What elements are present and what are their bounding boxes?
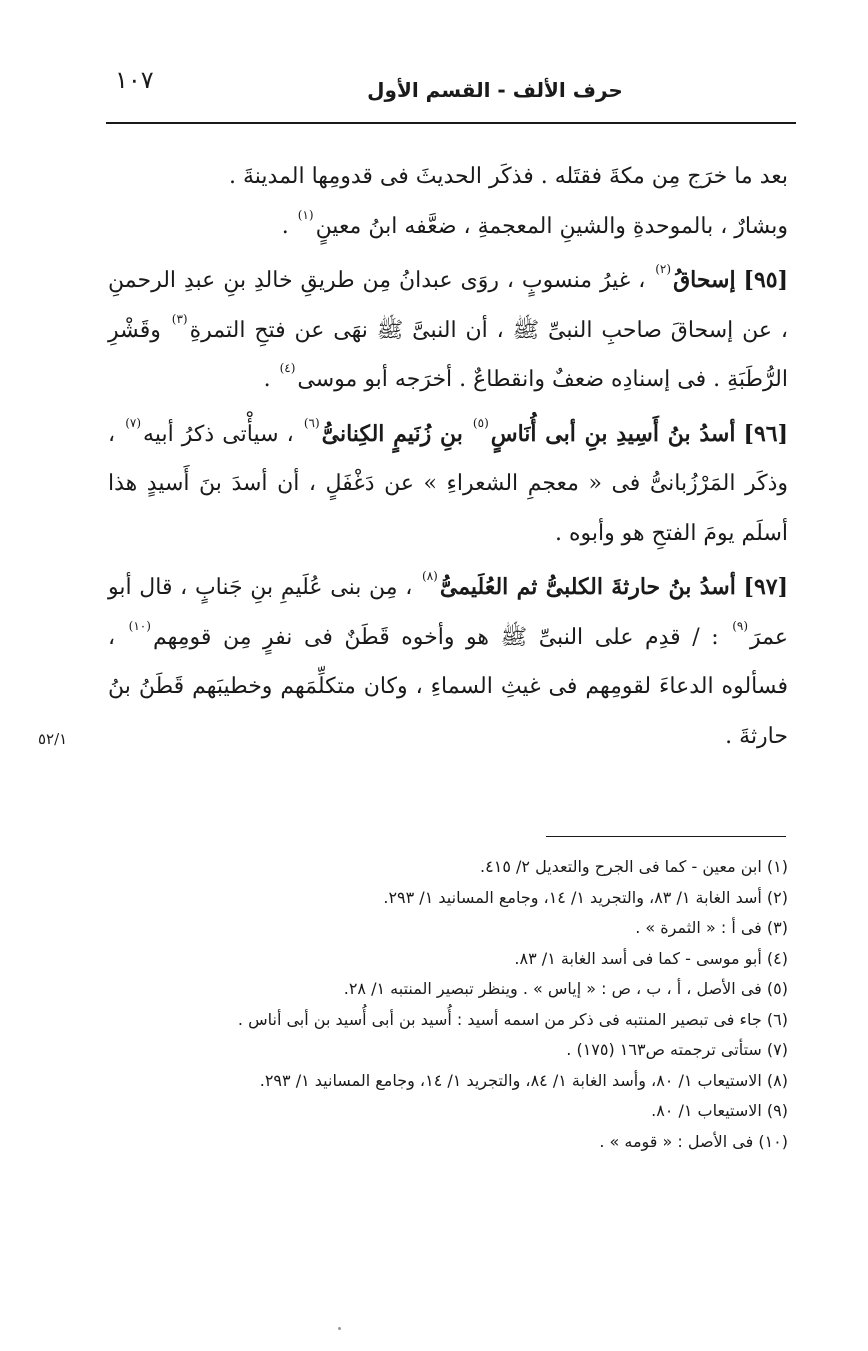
entry-name: أسدُ بنُ حارثةَ الكلبىُّ ثم العُلَيمىُّ — [439, 574, 736, 600]
footnote: (١٠) فى الأصل : « قومه » . — [599, 1131, 788, 1151]
footnote-marker: (١) — [297, 207, 314, 222]
footnote: (١) ابن معين - كما فى الجرح والتعديل ٢/ ٤١٥. — [480, 857, 788, 876]
footnotes — [100, 852, 788, 1157]
entry-name: بنِ زُنَيمٍ الكِنانىُّ — [321, 420, 463, 447]
running-head: حرف الألف - القسم الأول — [367, 78, 623, 102]
footnote: (٨) الاستيعاب ١/ ٨٠، وأسد الغابة ١/ ٨٤، والتجريد ١/ ١٤، وجامع المسانيد ١/ ٢٩٣. — [259, 1070, 788, 1090]
footnote-marker: (٣) — [171, 311, 188, 326]
paragraph-bashar: وبشارٌ ، بالموحدةِ والشينِ المعجمةِ ، ضعَّفه ابنُ معينٍ$^{(١)}$ . — [281, 207, 788, 239]
footnote-marker: (٩) — [732, 618, 749, 633]
main-text — [108, 152, 788, 761]
footnote: (٥) فى الأصل ، أ ، ب ، ص : « إياس » . وينظر تبصير المنتبه ١/ ٢٨. — [343, 979, 788, 998]
footnote-marker: (٥) — [472, 415, 489, 430]
footnote: (٧) ستأتى ترجمته ص١٦٣ (١٧٥) . — [566, 1040, 788, 1059]
footnote-marker: (٨) — [422, 569, 438, 583]
footnote-rule — [546, 836, 786, 837]
entry-number: [٩٦] — [743, 420, 789, 447]
entry-number: [٩٥] — [743, 267, 789, 293]
entry-name: إسحاقُ — [673, 267, 736, 293]
entry-97: [٩٧] أسدُ بنُ حارثةَ الكلبىُّ ثم العُلَيمىُّ$^{(٨)}$ ، مِن بنى عُلَيمِ بنِ جَنابٍ ، قال أبو عمرَ$^{(٩)}$ : / قدِم على النبىِّ ﷺ هو وأخوه قَطَنٌ فى نفرٍ مِن قومِهم$^{(١٠)}$ ، فسألوه الدعاءَ لقومِهم فى غيثِ السماءِ ، وكان متكلِّمَهم وخطيبَهم قَطَنُ بنُ حارثةَ . — [108, 569, 789, 749]
entry-95: [٩٥] إسحاقُ$^{(٢)}$ ، غيرُ منسوبٍ ، روَى عبدانُ مِن طريقِ خالدِ بنِ عبدِ الرحمنِ ، عن إسحاقَ صاحبِ النبىِّ ﷺ ، أن النبىَّ ﷺ نهَى عن فتحِ التمرةِ$^{(٣)}$ وقَشْرِ الرُّطَبَةِ . فى إسنادِه ضعفٌ وانقطاعٌ . أخرَجه أبو موسى$^{(٤)}$ . — [108, 262, 789, 392]
header-rule — [106, 122, 796, 124]
entry-name: أسدُ بنُ أَسِيدِ بنِ أبى أُنَاسٍ — [490, 420, 736, 447]
footnote: (٢) أسد الغابة ١/ ٨٣، والتجريد ١/ ١٤، وجامع المسانيد ١/ ٢٩٣. — [383, 887, 788, 907]
entry-96: [٩٦] أسدُ بنُ أَسِيدِ بنِ أبى أُنَاسٍ$^{(٥)}$ بنِ زُنَيمٍ الكِنانىُّ$^{(٦)}$ ، سيأْتى ذكرُ أبيه$^{(٧)}$ ، وذكَر المَرْزُبانىُّ فى « معجمِ الشعراءِ » عن دَغْفَلٍ ، أن أسدَ بنَ أَسيدٍ هذا أسلَم يومَ الفتحِ هو وأبوه . — [108, 415, 789, 546]
footnote: (٩) الاستيعاب ١/ ٨٠. — [651, 1101, 788, 1120]
footnote: (٤) أبو موسى - كما فى أسد الغابة ١/ ٨٣. — [514, 948, 788, 968]
manuscript-folio-reference: ٥٢/١ — [38, 730, 68, 748]
paragraph-continuation: بعد ما خرَج مِن مكةَ فقتَله . فذكَر الحديثَ فى قدومِها المدينةَ . — [228, 164, 788, 189]
footnote-marker: (١٠) — [128, 618, 151, 633]
scan-speck — [338, 1327, 341, 1330]
footnote: (٣) فى أ : « الثمرة » . — [635, 918, 788, 937]
footnote-marker: (٦) — [303, 415, 320, 430]
page-number: ١٠٧ — [115, 66, 154, 94]
footnote-marker: (٢) — [655, 262, 672, 276]
entry-number: [٩٧] — [743, 574, 788, 600]
footnote-marker: (٧) — [125, 415, 142, 430]
footnote: (٦) جاء فى تبصير المنتبه فى ذكر من اسمه أسيد : أُسيد بن أبى أُسيد بن أبى أناس . — [237, 1009, 788, 1029]
footnote-marker: (٤) — [279, 361, 296, 375]
